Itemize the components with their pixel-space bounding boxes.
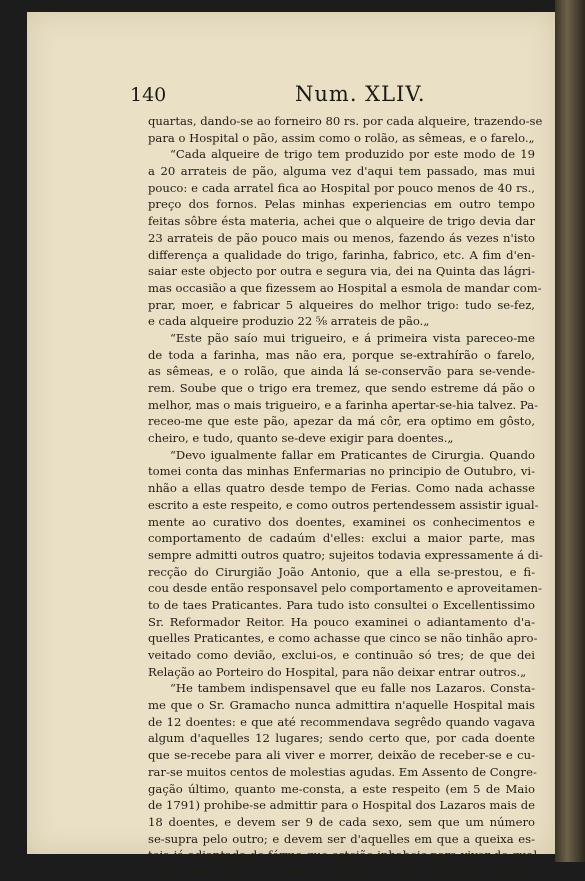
- text-line: “He tambem indispensavel que eu falle nos Lazaros. Consta-: [170, 681, 535, 696]
- text-line: feitas sôbre ésta materia, achei que o alqueire de trigo devia dar: [148, 214, 535, 229]
- text-line: receo-me que este pão, apezar da má côr, era optimo em gôsto,: [148, 414, 535, 429]
- text-line: preço dos fornos. Pelas minhas experiencias em outro tempo: [148, 197, 535, 212]
- text-line: nhão a ellas quatro desde tempo de Ferias. Como nada achasse: [148, 481, 535, 496]
- text-line: algum d'aquelles 12 lugares; sendo certo que, por cada doente: [148, 731, 535, 746]
- text-line: melhor, mas o mais trigueiro, e a farinha apertar-se-hia talvez. Pa-: [148, 397, 539, 412]
- body-text: [148, 113, 543, 881]
- text-line: gação último, quanto me-consta, a este respeito (em 5 de Maio: [148, 781, 535, 796]
- text-line: de toda a farinha, mas não era, porque se-extrahírão o farelo,: [148, 347, 535, 362]
- page-number: 140: [130, 84, 167, 106]
- text-line: de 1791) prohibe-se admittir para o Hospital dos Lazaros mais de: [148, 798, 535, 813]
- text-line: de 12 doentes: e que até recommendava segrêdo quando vagava: [148, 714, 535, 729]
- text-line: prar, moer, e fabricar 5 alqueires do melhor trigo: tudo se-fez,: [148, 297, 535, 312]
- text-line: pouco: e cada arratel fica ao Hospital por pouco menos de 40 rs.,: [148, 180, 535, 195]
- text-line: que se-recebe para ali viver e morrer, deixão de receber-se e cu-: [148, 748, 535, 763]
- text-line: mente ao curativo dos doentes, examinei os conhecimentos e: [148, 514, 535, 529]
- text-line: “Devo igualmente fallar em Praticantes de Cirurgia. Quando: [170, 447, 535, 462]
- text-line: 18 doentes, e devem ser 9 de cada sexo, sem que um número: [148, 814, 535, 829]
- text-line: teja já adiantada de fórma que estejão inhabeis para viver de qual-: [148, 848, 542, 863]
- text-line: para o Hospital o pão, assim como o rolão, as sêmeas, e o farelo.„: [148, 130, 535, 145]
- text-line: mas occasião a que fizessem ao Hospital a esmola de mandar com-: [148, 280, 542, 295]
- text-line: saiar este objecto por outra e segura via, dei na Quinta das lágri-: [148, 264, 535, 279]
- text-line: recção do Cirurgião João Antonio, que a ella se-prestou, e fi-: [148, 564, 535, 579]
- text-line: e cada alqueire produzio 22 ⅝ arrateis de pão.„: [148, 314, 430, 329]
- book-edge: [555, 0, 585, 862]
- text-line: tomei conta das minhas Enfermarias no principio de Outubro, vi-: [148, 464, 535, 479]
- text-line: “Cada alqueire de trigo tem produzido por este modo de 19: [170, 147, 535, 162]
- text-line: se-supra pelo outro; e devem ser d'aquelles em que a queixa es-: [148, 831, 535, 846]
- text-line: Relação ao Porteiro do Hospital, para não deixar entrar outros.„: [148, 664, 527, 679]
- page-header: [130, 82, 540, 112]
- text-line: escrito a este respeito, e como outros pertendessem assistir igual-: [148, 497, 539, 512]
- text-line: “Este pão saío mui trigueiro, e á primeira vista pareceo-me: [170, 330, 535, 345]
- running-head: Num. XLIV.: [295, 82, 426, 106]
- text-line: quelles Praticantes, e como achasse que cinco se não tinhão apro-: [148, 631, 538, 646]
- text-line: quartas, dando-se ao forneiro 80 rs. por cada alqueire, trazendo-se: [148, 114, 543, 128]
- text-line: rar-se muitos centos de molestias agudas. Em Assento de Congre-: [148, 764, 537, 779]
- text-line: as sêmeas, e o rolão, que ainda lá se-conservão para se-vende-: [148, 364, 535, 379]
- text-line: Sr. Reformador Reitor. Ha pouco examinei o adiantamento d'a-: [148, 614, 535, 629]
- text-line: to de taes Praticantes. Para tudo isto consultei o Excellentissimo: [148, 597, 535, 612]
- text-line: cheiro, e tudo, quanto se-deve exigir para doentes.„: [148, 431, 454, 446]
- text-line: veitado como devião, exclui-os, e continuão só tres; de que dei: [148, 648, 535, 662]
- text-line: comportamento de cadaúm d'elles: exclui a maior parte, mas: [148, 531, 535, 546]
- text-line: quer outro meio: e achando-se agora no dito Hospital 11 mulhe-: [148, 864, 535, 879]
- text-line: rem. Soube que o trigo era tremez, que sendo estreme dá pão o: [148, 381, 535, 395]
- text-line: a 20 arrateis de pão, alguma vez d'aqui tem passado, mas mui: [148, 164, 535, 179]
- text-line: sempre admitti outros quatro; sujeitos todavia expressamente á di-: [148, 547, 543, 562]
- text-line: differença a qualidade do trigo, farinha, fabrico, etc. A fim d'en-: [148, 247, 535, 262]
- text-line: me que o Sr. Gramacho nunca admittira n'aquelle Hospital mais: [148, 698, 535, 713]
- text-line: 23 arrateis de pão pouco mais ou menos, fazendo ás vezes n'isto: [148, 230, 535, 245]
- text-line: cou desde então responsavel pelo comportamento e aproveitamen-: [148, 581, 542, 596]
